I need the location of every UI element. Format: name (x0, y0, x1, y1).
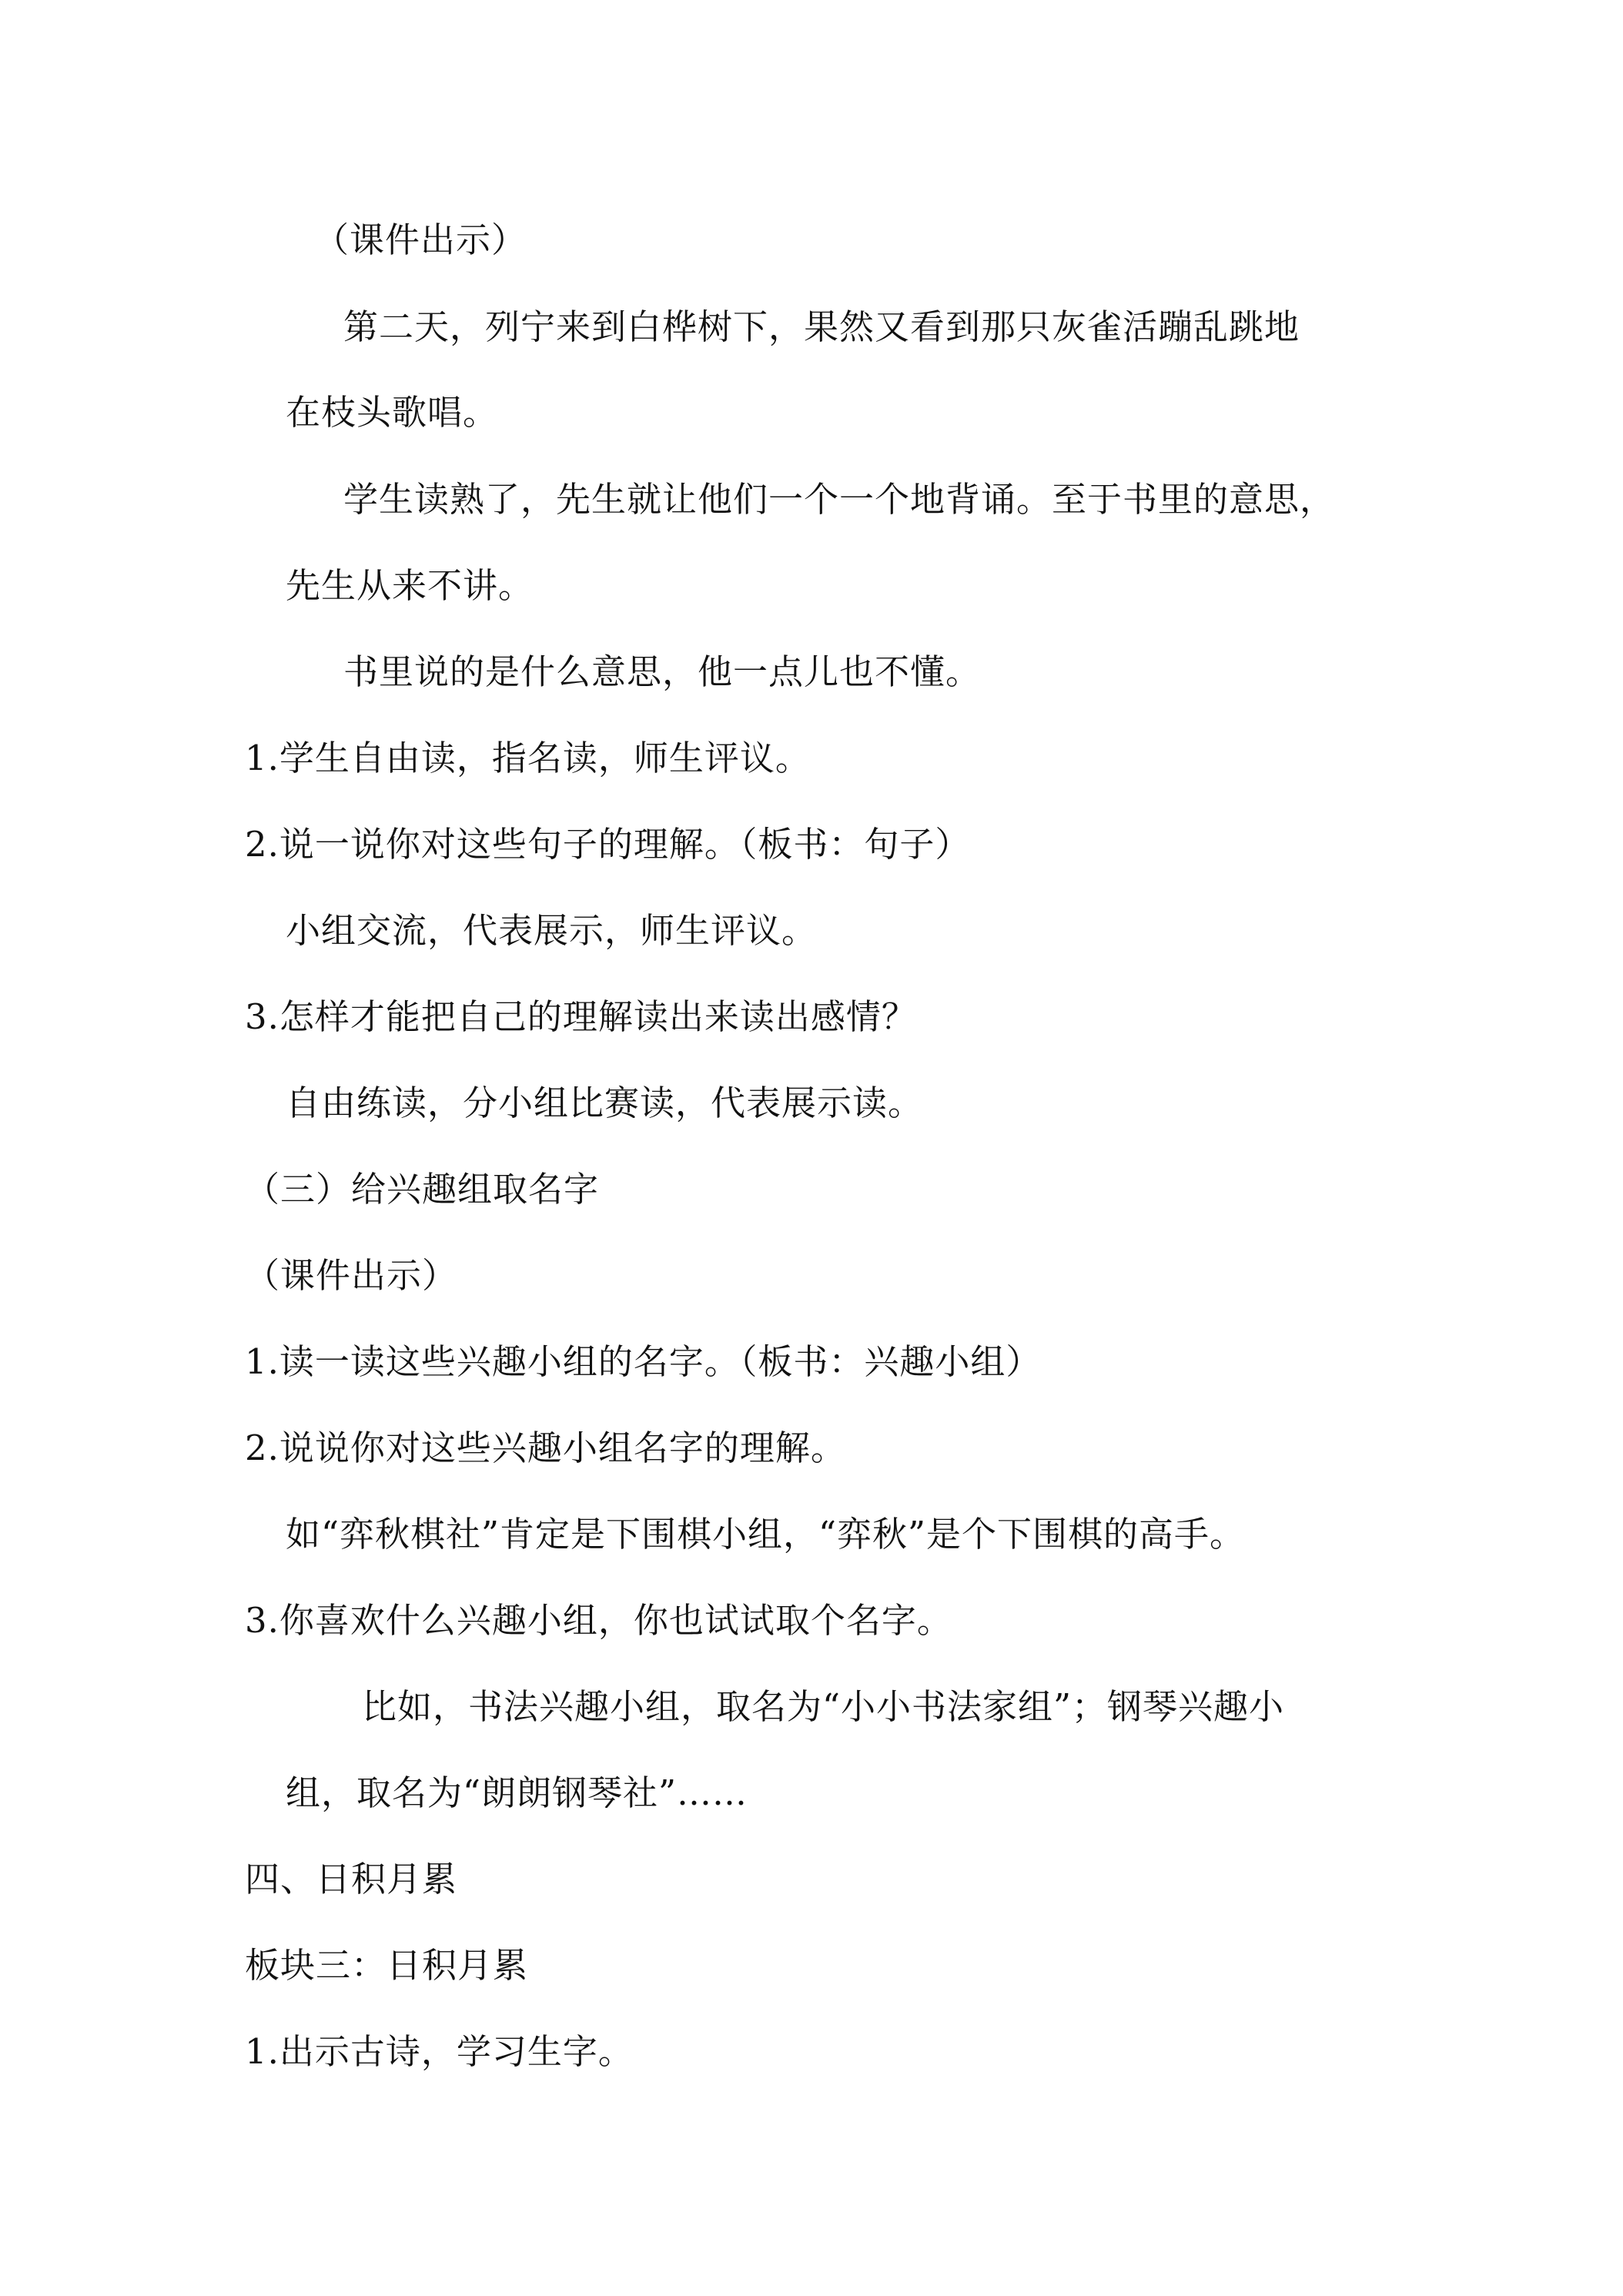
text-line: 2.说一说你对这些句子的理解。（板书：句子） (245, 824, 971, 865)
text-line: 如“弈秋棋社”肯定是下围棋小组，“弈秋”是个下围棋的高手。 (286, 1514, 1246, 1555)
section-heading: 四、日积月累 (245, 1859, 458, 1899)
text-line: 组，取名为“朗朗钢琴社”…… (286, 1772, 748, 1813)
text-line: （课件出示） (245, 1255, 458, 1296)
text-line: （课件出示） (314, 219, 527, 260)
text-line: 在枝头歌唱。 (286, 392, 499, 433)
text-line: 先生从来不讲。 (286, 565, 534, 606)
text-line: 自由练读，分小组比赛读，代表展示读。 (286, 1083, 924, 1123)
text-line: 3.你喜欢什么兴趣小组，你也试试取个名字。 (245, 1600, 952, 1641)
text-line: 1.出示古诗，学习生字。 (245, 2031, 634, 2072)
section-heading: 板块三：日积月累 (245, 1945, 529, 1986)
text-line: 3.怎样才能把自己的理解读出来读出感情？ (245, 996, 917, 1037)
text-line: 书里说的是什么意思，他一点儿也不懂。 (343, 651, 982, 692)
text-line: 1.学生自由读，指名读，师生评议。 (245, 738, 811, 778)
text-line: 2.说说你对这些兴趣小组名字的理解。 (245, 1427, 846, 1468)
text-line: 比如，书法兴趣小组，取名为“小小书法家组”；钢琴兴趣小 (362, 1686, 1285, 1727)
text-line: 学生读熟了，先生就让他们一个一个地背诵。至于书里的意思， (343, 479, 1336, 520)
text-line: 第二天，列宁来到白桦树下，果然又看到那只灰雀活蹦乱跳地 (343, 306, 1300, 347)
text-line: 1.读一读这些兴趣小组的名字。（板书：兴趣小组） (245, 1341, 1042, 1382)
text-line: 小组交流，代表展示，师生评议。 (286, 910, 818, 951)
text-line: （三）给兴趣组取名字 (245, 1169, 600, 1210)
